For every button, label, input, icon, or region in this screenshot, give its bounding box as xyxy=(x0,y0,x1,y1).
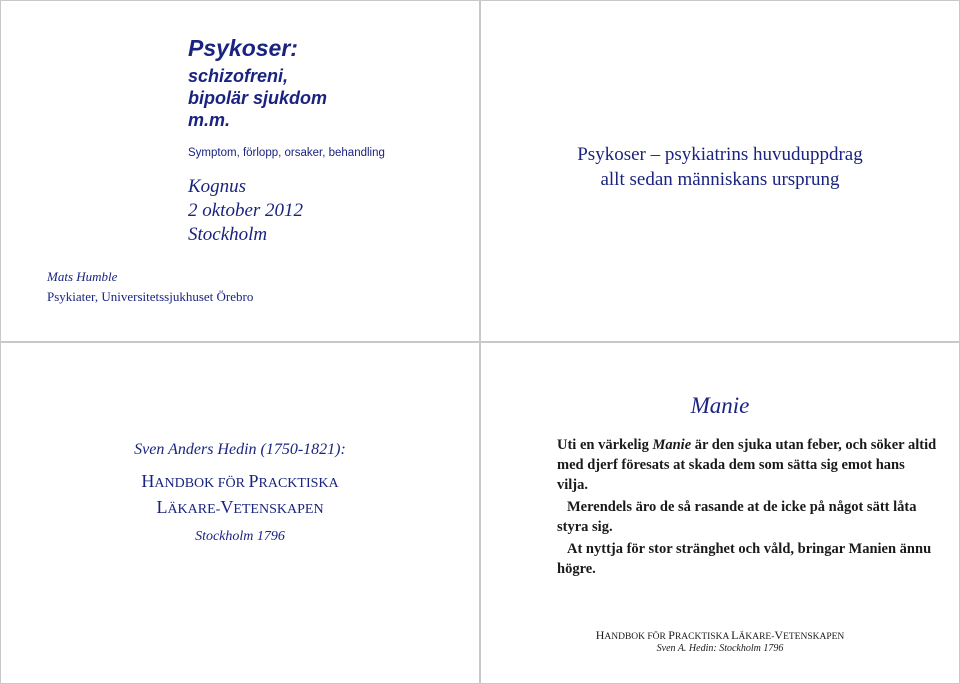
slide2-line-1: Psykoser – psykiatrins huvuduppdrag xyxy=(577,144,863,165)
slide-subtitle-line-1: schizofreni, xyxy=(188,66,289,86)
quote-text: Uti en värkelig xyxy=(557,437,653,453)
book-title-cap: H xyxy=(141,471,155,491)
slide2-line-2: allt sedan människans ursprung xyxy=(600,169,840,190)
source-author: Sven A. Hedin: Stockholm 1796 xyxy=(656,643,784,654)
book-title-line-2 xyxy=(1,497,479,518)
slide-manie xyxy=(480,342,960,684)
source-cap: L xyxy=(731,628,739,642)
book-title-rest: ANDBOK FÖR xyxy=(154,476,249,491)
quote-paragraph-3: At nyttja för stor stränghet och våld, bringar Manien ännu högre. xyxy=(557,541,932,577)
book-title-rest: ÄKARE- xyxy=(167,502,221,517)
book-place-year: Stockholm 1796 xyxy=(195,529,285,544)
quote-text: är den sjuka utan feber, och söker altid med djerf föresats at skada dem som sätta sig emot hans vilja. xyxy=(557,437,937,493)
manie-quote xyxy=(557,435,937,579)
event-name: Kognus xyxy=(188,176,247,197)
source-rest: RACKTISKA xyxy=(674,632,732,642)
slide-title xyxy=(0,0,480,342)
source-title xyxy=(481,628,959,643)
author-affiliation: Psykiater, Universitetssjukhuset Örebro xyxy=(47,289,254,304)
source-rest: ANDBOK FÖR xyxy=(604,632,669,642)
slide-psykoser xyxy=(480,0,960,342)
slide-subtitle-line-2: bipolär sjukdom xyxy=(188,88,328,108)
symptom-line: Symptom, förlopp, orsaker, behandling xyxy=(188,147,385,159)
hedin-author-line: Sven Anders Hedin (1750-1821): xyxy=(134,441,346,458)
manie-heading: Manie xyxy=(690,393,750,418)
quote-paragraph-2: Merendels äro de så rasande at de icke på något sätt låta styra sig. xyxy=(557,499,917,535)
author-name: Mats Humble xyxy=(47,269,118,284)
book-title-cap: P xyxy=(248,471,259,491)
slide-hedin xyxy=(0,342,480,684)
source-cap: V xyxy=(774,628,784,642)
book-title-cap: L xyxy=(156,497,168,517)
book-title-rest: ETENSKAPEN xyxy=(233,502,324,517)
slide-title-heading: Psykoser: xyxy=(188,35,298,61)
source-cap: H xyxy=(595,628,605,642)
source-rest: ETENSKAPEN xyxy=(783,632,845,642)
source-cap: P xyxy=(668,628,675,642)
source-rest: ÄKARE- xyxy=(738,632,775,642)
book-title-cap: V xyxy=(220,497,234,517)
slide-subtitle-line-3: m.m. xyxy=(188,110,231,130)
book-title-rest: RACKTISKA xyxy=(258,476,339,491)
event-place: Stockholm xyxy=(188,224,268,245)
quote-paragraph-1 xyxy=(557,435,937,495)
event-date: 2 oktober 2012 xyxy=(188,200,304,221)
book-title-line-1 xyxy=(1,471,479,492)
quote-emphasis: Manie xyxy=(652,437,692,453)
